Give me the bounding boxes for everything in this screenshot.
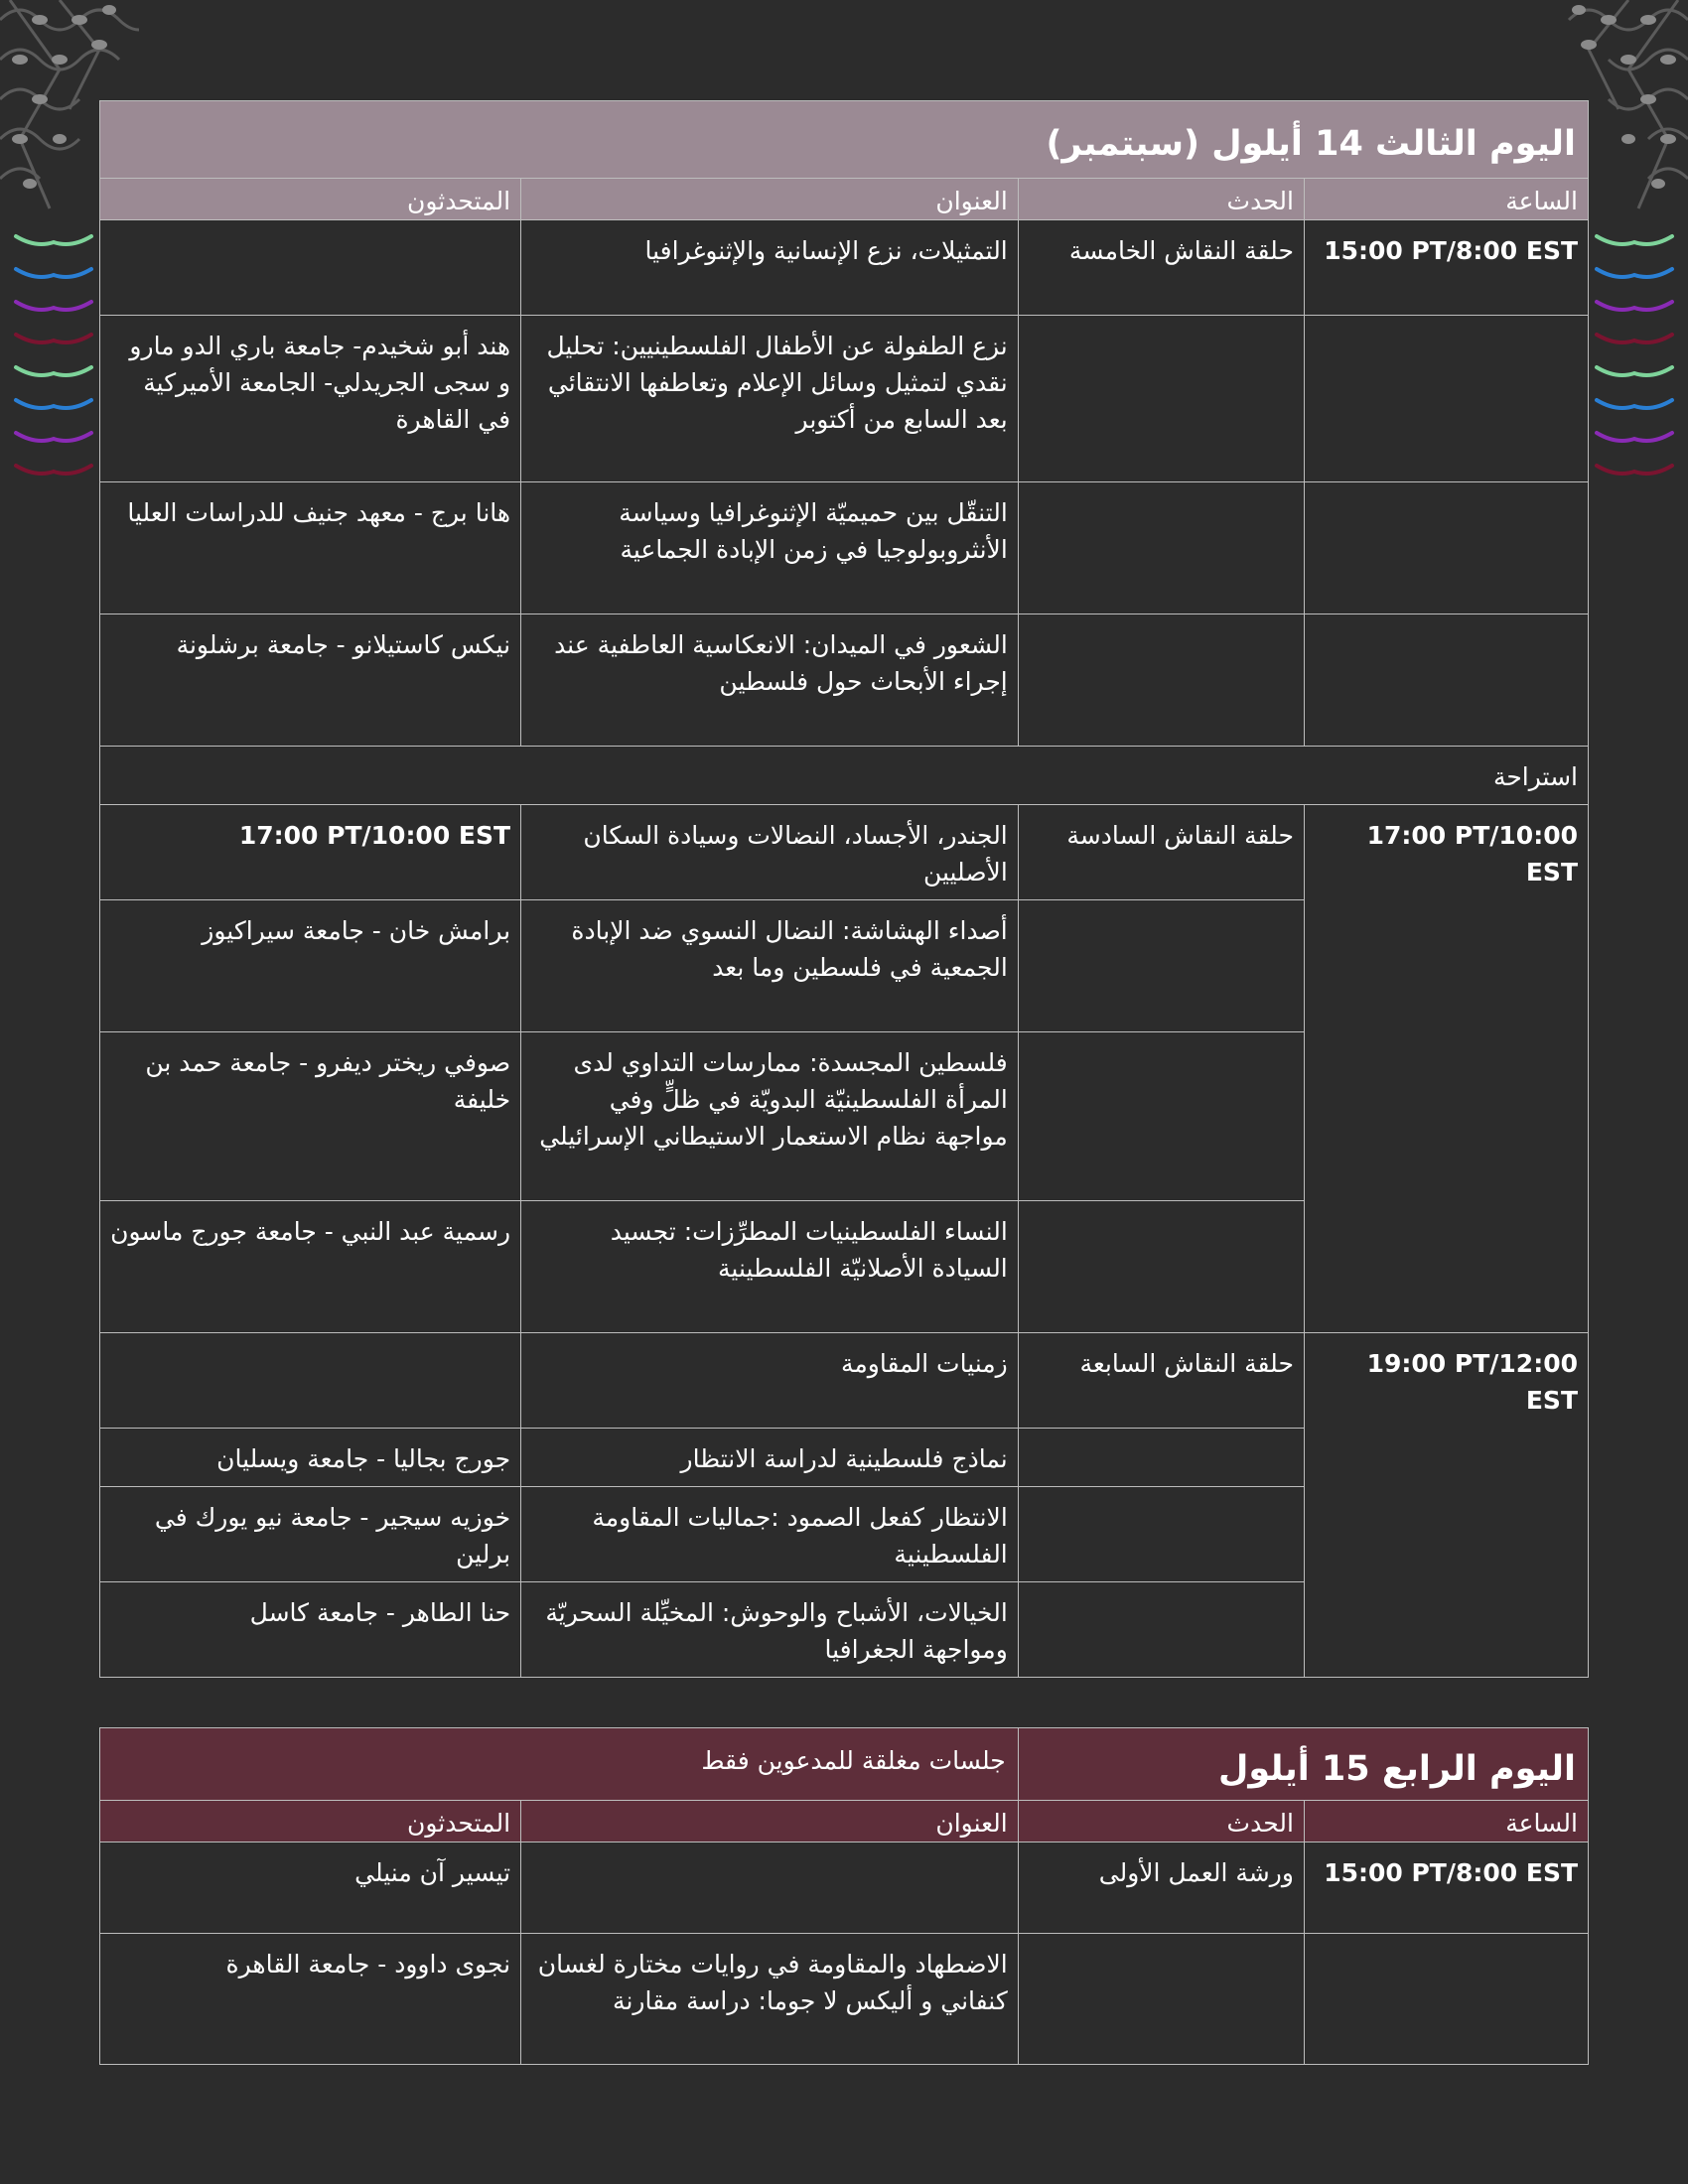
break-label: استراحة <box>100 747 1589 805</box>
session-title: الانتظار كفعل الصمود :جماليات المقاومة الفلسطينية <box>521 1487 1019 1582</box>
day3-title-row <box>100 101 1589 179</box>
session-title <box>521 1843 1019 1934</box>
header-title: العنوان <box>935 187 1008 215</box>
day4-header-row <box>100 1801 1589 1843</box>
session-title: فلسطين المجسدة: ممارسات التداوي لدى المرأة الفلسطينيّة البدويّة في ظلٍّ وفي مواجهة نظام الاستعمار الاستيطاني الإسرائيلي <box>521 1032 1019 1201</box>
header-event: الحدث <box>1226 187 1294 215</box>
session-title: الاضطهاد والمقاومة في روايات مختارة لغسان كنفاني و أليكس لا جوما: دراسة مقارنة <box>521 1934 1019 2065</box>
chevron-icon <box>16 335 91 342</box>
chevron-icon <box>1597 433 1672 441</box>
header-time: الساعة <box>1505 1809 1578 1838</box>
chevron-icons <box>1593 230 1676 488</box>
day4-title-row <box>100 1728 1589 1801</box>
session-title: التمثيلات، نزع الإنسانية والإثنوغرافيا <box>521 220 1019 316</box>
session-event: حلقة النقاش الخامسة <box>1018 220 1304 316</box>
header-title: العنوان <box>935 1809 1008 1838</box>
session-event: ورشة العمل الأولى <box>1018 1843 1304 1934</box>
chevron-icon <box>1597 367 1672 375</box>
session-speakers <box>100 1333 521 1429</box>
closed-session-note: جلسات مغلقة للمدعوين فقط <box>701 1746 1006 1775</box>
table-row <box>100 1333 1589 1429</box>
session-event <box>1018 1582 1304 1678</box>
chevron-icon <box>1597 269 1672 277</box>
chevron-icon <box>1597 302 1672 310</box>
header-speakers: المتحدثون <box>407 1809 511 1838</box>
header-time: الساعة <box>1505 187 1578 215</box>
session-time <box>1304 1934 1588 2065</box>
session-title: التنقّل بين حميميّة الإثنوغرافيا وسياسة الأنثروبولوجيا في زمن الإبادة الجماعية <box>521 482 1019 614</box>
session-time <box>1304 614 1588 747</box>
session-title: زمنيات المقاومة <box>521 1333 1019 1429</box>
day4-title: اليوم الرابع 15 أيلول <box>1217 1749 1576 1789</box>
chevron-icon <box>16 236 91 244</box>
session-speakers: هند أبو شخيدم- جامعة باري الدو مارو و سجى الجريدلي- الجامعة الأميركية في القاهرة <box>100 316 521 482</box>
session-title: نزع الطفولة عن الأطفال الفلسطينيين: تحليل نقدي لتمثيل وسائل الإعلام وتعاطفها الانتقائي بعد السابع من أكتوبر <box>521 316 1019 482</box>
session-speakers: صوفي ريختر ديفرو - جامعة حمد بن خليفة <box>100 1032 521 1201</box>
session-event <box>1018 900 1304 1032</box>
session-title: الخيالات، الأشباح والوحوش: المخيِّلة السحريّة ومواجهة الجغرافيا <box>521 1582 1019 1678</box>
session-time <box>1304 316 1588 482</box>
chevron-icons <box>12 230 95 488</box>
session-time: 15:00 PT/8:00 EST <box>1324 1858 1578 1887</box>
session-title: الجندر، الأجساد، النضالات وسيادة السكان الأصليين <box>521 805 1019 900</box>
chevron-icon <box>1597 335 1672 342</box>
table-row <box>100 805 1589 900</box>
day3-title: اليوم الثالث 14 أيلول (سبتمبر) <box>1046 124 1576 164</box>
chevron-icon <box>16 400 91 408</box>
day4-schedule-table <box>99 1727 1589 2065</box>
session-title: نماذج فلسطينية لدراسة الانتظار <box>521 1429 1019 1487</box>
chevron-icon <box>16 302 91 310</box>
session-speakers: رسمية عبد النبي - جامعة جورج ماسون <box>100 1201 521 1333</box>
session-time <box>1304 482 1588 614</box>
session-event: حلقة النقاش السابعة <box>1018 1333 1304 1429</box>
session-speakers: تيسير آن منيلي <box>100 1843 521 1934</box>
table-row <box>100 614 1589 747</box>
session-speakers: هانا برج - معهد جنيف للدراسات العليا <box>100 482 521 614</box>
session-speakers: جورج بجاليا - جامعة ويسليان <box>100 1429 521 1487</box>
break-row <box>100 747 1589 805</box>
session-speakers: نيكس كاستيلانو - جامعة برشلونة <box>100 614 521 747</box>
session-speakers: برامش خان - جامعة سيراكيوز <box>100 900 521 1032</box>
table-row <box>100 220 1589 316</box>
session-speakers: حنا الطاهر - جامعة كاسل <box>100 1582 521 1678</box>
chevron-icon <box>1597 236 1672 244</box>
header-speakers: المتحدثون <box>407 187 511 215</box>
chevron-icon <box>16 367 91 375</box>
chevron-icon <box>16 433 91 441</box>
session-event <box>1018 482 1304 614</box>
session-event: حلقة النقاش السادسة <box>1018 805 1304 900</box>
session-event <box>1018 316 1304 482</box>
session-event <box>1018 1487 1304 1582</box>
session-time: 19:00 PT/12:00 EST <box>1366 1349 1578 1415</box>
table-row <box>100 482 1589 614</box>
chevron-icon <box>1597 400 1672 408</box>
session-time: 17:00 PT/10:00 EST <box>1366 821 1578 887</box>
chevron-icon <box>16 269 91 277</box>
chevron-icon <box>1597 466 1672 474</box>
header-event: الحدث <box>1226 1809 1294 1838</box>
day3-schedule-table <box>99 100 1589 1678</box>
session-speakers <box>100 220 521 316</box>
session-event <box>1018 1032 1304 1201</box>
table-row <box>100 1934 1589 2065</box>
table-row <box>100 316 1589 482</box>
day3-header-row <box>100 179 1589 220</box>
chevron-decoration-right <box>1593 230 1676 488</box>
session-title: النساء الفلسطينيات المطرِّزات: تجسيد السيادة الأصلانيّة الفلسطينية <box>521 1201 1019 1333</box>
session-title: الشعور في الميدان: الانعكاسية العاطفية عند إجراء الأبحاث حول فلسطين <box>521 614 1019 747</box>
session-event <box>1018 614 1304 747</box>
chevron-icon <box>16 466 91 474</box>
session-title: أصداء الهشاشة: النضال النسوي ضد الإبادة الجمعية في فلسطين وما بعد <box>521 900 1019 1032</box>
session-speakers: خوزيه سيجير - جامعة نيو يورك في برلين <box>100 1487 521 1582</box>
session-event <box>1018 1429 1304 1487</box>
session-event <box>1018 1201 1304 1333</box>
session-speakers: 17:00 PT/10:00 EST <box>238 821 511 850</box>
chevron-decoration-left <box>12 230 95 488</box>
table-row <box>100 1843 1589 1934</box>
session-speakers: نجوى داوود - جامعة القاهرة <box>100 1934 521 2065</box>
session-time: 15:00 PT/8:00 EST <box>1324 236 1578 265</box>
session-event <box>1018 1934 1304 2065</box>
